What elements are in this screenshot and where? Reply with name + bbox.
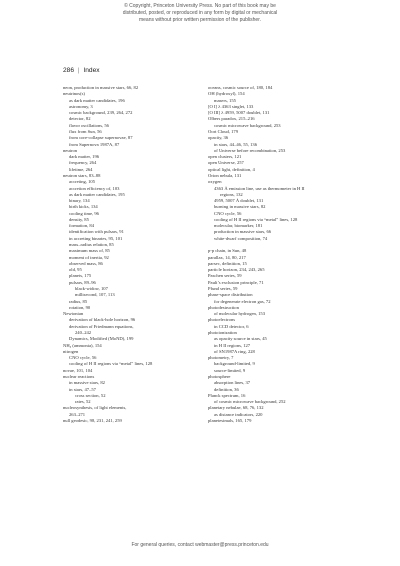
index-entry: derivation of black-hole horizon, 96 — [69, 317, 136, 323]
index-entry: rates, 52 — [75, 399, 91, 405]
index-entry: black-widow, 107 — [75, 286, 108, 291]
index-entry: dark matter, 196 — [69, 154, 100, 160]
index-entry: phase-space distribution — [208, 292, 253, 298]
index-entry: detector, 82 — [69, 116, 91, 122]
index-entry: of molecular hydrogen, 153 — [214, 311, 266, 317]
index-entry: oxygen — [208, 179, 222, 185]
index-entry: parallax, 14, 80, 217 — [208, 254, 246, 260]
index-entry: mass–radius relation, 85 — [69, 242, 114, 248]
index-entry: as distance indicators, 220 — [214, 411, 263, 417]
index-entry: 240–242 — [75, 329, 92, 335]
index-entry: 4959, 5007 Å doublet, 131 — [214, 198, 264, 204]
index-entry: white-dwarf composition, 74 — [214, 235, 268, 241]
index-entry: p-p chain, in Sun, 48 — [208, 248, 247, 254]
index-entry: neutrinos(s) — [63, 91, 85, 97]
index-column-right — [208, 85, 348, 424]
index-entry: oceans, cosmic source of, 180, 184 — [208, 85, 273, 90]
index-entry: opacity, 36 — [208, 135, 229, 141]
index-entry: absorption lines, 37 — [214, 380, 251, 386]
index-entry: molecular, biomarker, 181 — [214, 223, 263, 229]
index-entry: for degenerate electron gas, 72 — [214, 298, 271, 304]
index-entry: flux from Sun, 56 — [69, 128, 102, 134]
copyright-line-2: distributed, posted, or reproduced in any form by digital or mechanical — [122, 10, 278, 16]
index-entry: radius, 85 — [69, 298, 88, 304]
index-entry: accreting, 105 — [69, 179, 96, 185]
index-entry: derivation of Friedmann equations, — [69, 323, 134, 329]
index-entry: cooling of H II regions via “metal” lines, 128 — [69, 361, 153, 367]
index-entry: parsec, definition, 15 — [208, 260, 247, 266]
index-entry: 4363 Å emission line, use as thermometer in H II — [214, 185, 305, 191]
index-entry: planetesimals, 165, 179 — [208, 417, 252, 423]
index-entry: OH (hydroxyl), 154 — [208, 91, 245, 97]
index-entry: production in massive stars, 66 — [214, 229, 272, 235]
index-entry: photoionization — [208, 329, 237, 335]
index-entry: as opacity source in stars, 45 — [214, 336, 267, 342]
index-entry: Olbers paradox, 215–216 — [208, 116, 255, 122]
index-entry: open Universe, 257 — [208, 160, 244, 166]
index-entry: optical light, definition, 4 — [208, 166, 255, 172]
index-entry: accretion efficiency of, 103 — [69, 185, 120, 191]
footer-contact: For general queries, contact webmaster@press.princeton.edu — [131, 542, 269, 548]
index-entry: lifetime, 264 — [69, 166, 93, 172]
index-entry: from core-collapse supernovae, 87 — [69, 135, 133, 141]
index-entry: cosmic background, 239, 264, 272 — [69, 110, 133, 116]
index-entry: birth kicks, 134 — [69, 204, 98, 210]
index-entry: planets, 175 — [69, 273, 92, 279]
index-entry: Pfund series, 59 — [208, 286, 238, 291]
index-entry: masers, 155 — [214, 97, 236, 103]
page-number: 286 — [63, 67, 75, 74]
index-entry: observed mass, 86 — [69, 260, 103, 266]
index-entry: millisecond, 107, 113 — [75, 292, 115, 298]
index-entry: neutron stars, 83–88 — [63, 172, 101, 178]
header-separator: | — [77, 67, 80, 74]
index-entry: photoelectrons — [208, 317, 236, 323]
index-entry: Oort Cloud, 179 — [208, 128, 238, 134]
index-entry: particle horizon, 234, 243, 265 — [208, 267, 265, 273]
index-entry: as dark matter candidates, 196 — [69, 97, 125, 103]
index-entry: in stars, 47–57 — [69, 386, 96, 392]
index-entry: in massive stars, 82 — [69, 380, 105, 386]
index-entry: photodestruction — [208, 304, 239, 310]
index-entry: of cosmic microwave background, 252 — [214, 399, 286, 405]
index-entry: [O I] λ 4363 singlet, 133 — [208, 103, 254, 109]
index-entry: 263–271 — [69, 411, 86, 417]
index-entry: of Universe before recombination, 253 — [214, 147, 286, 153]
index-entry: background-limited, 9 — [214, 361, 255, 367]
index-entry: Dynamics, Modified (MoND), 199 — [69, 336, 134, 342]
index-entry: old, 95 — [69, 267, 82, 273]
index-entry: planetary nebulae, 68, 76, 132 — [208, 405, 264, 411]
index-entry: novae, 101, 104 — [63, 367, 93, 373]
copyright-line-3: means without prior written permission of the publisher. — [138, 17, 261, 23]
index-entry: [O III] λ 4959, 5007 doublet, 131 — [208, 110, 270, 116]
page-header — [63, 67, 100, 74]
index-entry: in CCD detector, 6 — [214, 323, 249, 329]
index-entry: flavor oscillations, 56 — [69, 122, 109, 128]
index-entry: in accreting binaries, 95, 101 — [69, 235, 123, 241]
index-entry: moment of inertia, 92 — [69, 254, 109, 260]
index-entry: source-limited, 9 — [214, 367, 246, 373]
index-entry: photometry, 7 — [208, 355, 234, 361]
index-entry: rotation, 90 — [69, 304, 91, 310]
index-entry: of SN1987A ring, 228 — [214, 348, 255, 354]
index-entry: in H II regions, 127 — [214, 342, 251, 348]
index-entry: Paschen series, 59 — [208, 273, 242, 279]
index-entry: neon, production in massive stars, 66, 82 — [63, 85, 139, 90]
index-entry: definition, 36 — [214, 386, 239, 392]
copyright-notice — [0, 3, 400, 24]
index-entry: nuclear reactions — [63, 373, 95, 379]
index-entry: frequency, 264 — [69, 160, 97, 166]
index-entry: from Supernova 1987A, 87 — [69, 141, 120, 147]
index-entry: Planck spectrum, 16 — [208, 392, 246, 398]
section-title: Index — [83, 67, 100, 74]
index-entry: NH₃ (ammonia), 154 — [63, 342, 102, 348]
index-entry: Newtonian — [63, 311, 84, 317]
index-entry: Pauli’s exclusion principle, 71 — [208, 279, 264, 285]
index-entry: identification with pulsars, 91 — [69, 229, 124, 235]
index-entry: nitrogen — [63, 348, 79, 354]
index-entry: formation, 84 — [69, 223, 95, 229]
copyright-line-1: © Copyright, Princeton University Press. No part of this book may be — [124, 3, 276, 9]
index-entry: pulsars, 89–96 — [69, 279, 96, 285]
index-entry: cooling time, 96 — [69, 210, 99, 216]
index-entry: astronomy, 3 — [69, 103, 93, 109]
index-entry: as dark matter candidates, 195 — [69, 191, 125, 197]
index-entry: cosmic microwave background, 253 — [214, 122, 281, 128]
index-entry: maximum mass of, 85 — [69, 248, 110, 254]
index-entry: photosphere — [208, 373, 231, 379]
index-entry: null geodesic, 98, 231, 241, 259 — [63, 417, 122, 423]
index-entry: nucleosynthesis, of light elements, — [63, 405, 127, 411]
index-entry: cooling of H II regions via “metal” lines, 128 — [214, 216, 298, 222]
index-entry: in stars, 44–46, 55, 136 — [214, 141, 258, 147]
index-entry: CNO cycle, 56 — [69, 355, 97, 361]
index-entry: regions, 132 — [220, 191, 243, 197]
index-entry: cross section, 52 — [75, 392, 106, 398]
index-entry: CNO cycle, 56 — [214, 210, 242, 216]
index-entry: neutron — [63, 147, 78, 153]
index-entry: open clusters, 121 — [208, 154, 242, 160]
index-entry: burning in massive stars, 82 — [214, 204, 266, 210]
index-entry: binary, 134 — [69, 198, 90, 204]
index-entry: Orion nebula, 131 — [208, 172, 242, 178]
index-entry: density, 85 — [69, 216, 89, 222]
index-column-left — [63, 85, 203, 424]
